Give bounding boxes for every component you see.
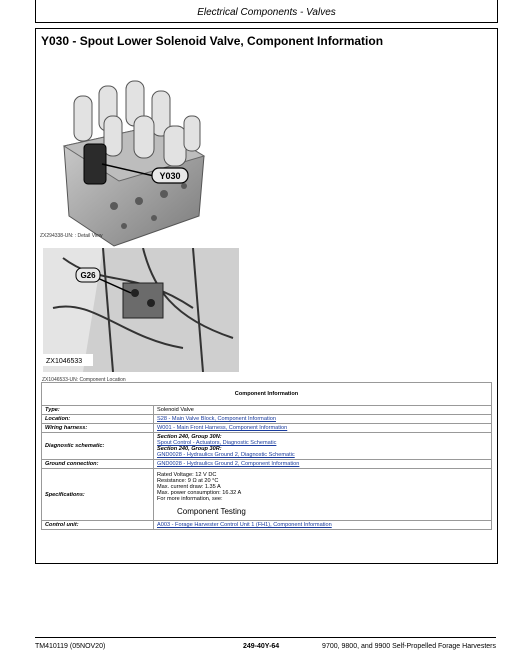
component-information-table — [41, 382, 492, 530]
ground-connection-link[interactable]: GND0028 - Hydraulics Ground 2, Component Information — [157, 461, 300, 467]
diagnostic-schematic-link-2[interactable]: GND0028 - Hydraulics Ground 2, Diagnostic Schematic — [157, 452, 295, 458]
footer-doc-id: TM410119 (05NOV20) — [35, 643, 106, 650]
table-row: Control unit: A003 - Forage Harvester Control Unit 1 (FH1), Component Information — [42, 521, 492, 530]
header-box — [35, 0, 498, 23]
table-row: Specifications: Rated Voltage: 12 V DC Resistance: 9 Ω at 20 °C Max. current draw: 1.35 A Max. power consumption: 16.32 A For more information, see: Component Testing — [42, 469, 492, 521]
table-row: Location: S28 - Main Valve Block, Component Information — [42, 415, 492, 424]
control-unit-link[interactable]: A003 - Forage Harvester Control Unit 1 (FH1), Component Information — [157, 522, 332, 528]
valve-block-detail-image — [44, 56, 212, 249]
diagnostic-schematic-link-1[interactable]: Spout Control - Actuators, Diagnostic Schematic — [157, 440, 277, 446]
g26-callout: G26 — [80, 271, 96, 280]
table-row: Ground connection: GND0028 - Hydraulics Ground 2, Component Information — [42, 460, 492, 469]
image-id-label: ZX1046533 — [46, 358, 83, 365]
location-link[interactable]: S28 - Main Valve Block, Component Information — [157, 416, 276, 422]
footer-page-number: 249-40Y-64 — [243, 643, 280, 650]
table-heading: Component Information — [42, 383, 492, 406]
component-location-image — [43, 248, 239, 372]
y030-callout: Y030 — [159, 171, 181, 181]
table-row: Type: Solenoid Valve — [42, 406, 492, 415]
component-testing-link[interactable]: Component Testing — [177, 507, 246, 516]
component-location-caption: ZX1046533-UN: Component Location — [42, 377, 126, 383]
content-frame — [35, 28, 498, 564]
page-title: Y030 - Spout Lower Solenoid Valve, Component Information — [41, 34, 384, 48]
detail-view-caption: ZX294338-UN: : Detail View — [40, 233, 103, 239]
table-row: Diagnostic schematic: Section 240, Group 30N: Spout Control - Actuators, Diagnostic Schematic Section 240, Group 30R: GND0028 - Hydraulics Ground 2, Diagnostic Schematic — [42, 433, 492, 460]
footer-product: 9700, 9800, and 9900 Self-Propelled Forage Harvesters — [322, 643, 496, 650]
table-row: Wiring harness: W001 - Main Front Harness, Component Information — [42, 424, 492, 433]
wiring-harness-link[interactable]: W001 - Main Front Harness, Component Information — [157, 425, 288, 431]
page-footer — [35, 637, 496, 650]
section-title: Electrical Components - Valves — [197, 7, 336, 18]
